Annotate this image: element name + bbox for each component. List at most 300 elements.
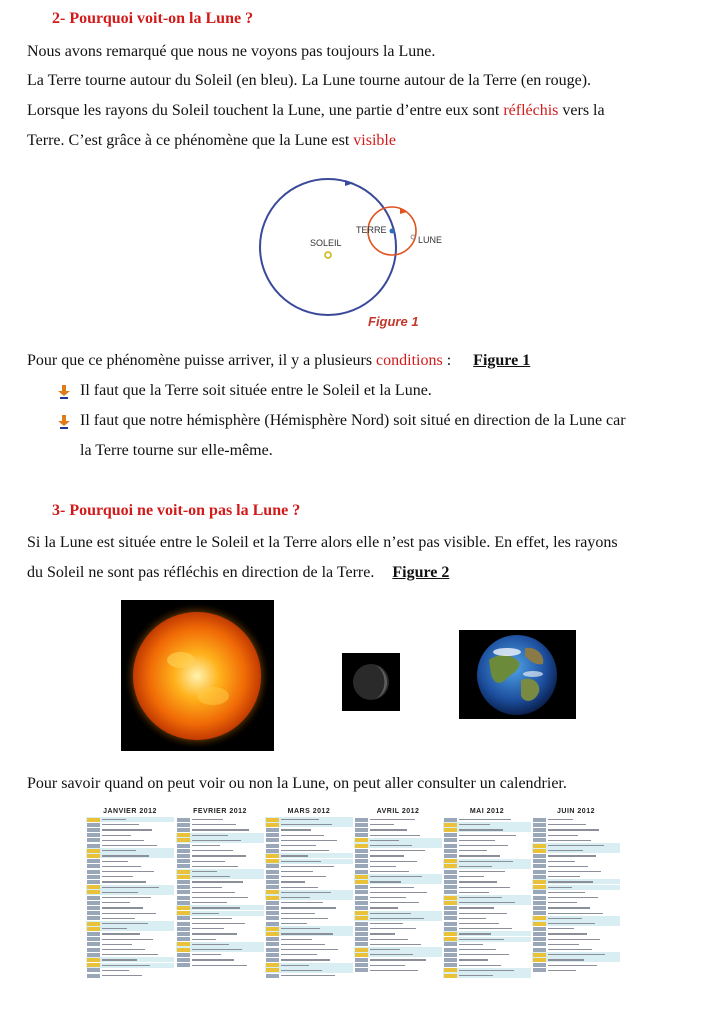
text: vers la — [558, 102, 605, 119]
calendar-day-number — [444, 942, 457, 946]
highlight-conditions: conditions — [376, 352, 443, 369]
text: Pour que ce phénomène puisse arriver, il y a plusieurs — [27, 352, 377, 369]
calendar-day-number — [355, 833, 368, 837]
calendar-saint-name — [192, 829, 249, 830]
calendar-day-number — [533, 875, 546, 879]
calendar-day-number — [355, 849, 368, 853]
calendar-day-number — [444, 948, 457, 952]
calendar-saint-name — [459, 866, 492, 867]
calendar-saint-name — [370, 871, 409, 872]
figure-2-reference: Figure 2 — [392, 564, 450, 581]
calendar-day-number — [444, 885, 457, 889]
calendar-saint-name — [459, 850, 487, 851]
calendar-saint-name — [548, 887, 572, 888]
label-soleil: SOLEIL — [310, 238, 342, 248]
calendar-day-number — [533, 854, 546, 858]
calendar-saint-name — [459, 954, 509, 955]
calendar-saint-name — [102, 897, 151, 898]
calendar-saint-name — [548, 819, 573, 820]
calendar-day-number — [266, 953, 279, 957]
calendar-saint-name — [281, 855, 308, 856]
figure-1-caption: Figure 1 — [368, 314, 419, 329]
calendar-day-number — [533, 833, 546, 837]
calendar-day-number — [355, 896, 368, 900]
section-2-heading: 2- Pourquoi voit-on la Lune ? — [52, 10, 254, 27]
calendar-saint-name — [548, 829, 599, 830]
calendar-saint-name — [370, 939, 408, 940]
calendar-saint-name — [192, 892, 235, 893]
calendar-day-number — [355, 958, 368, 962]
calendar-day-number — [444, 844, 457, 848]
calendar-saint-name — [548, 850, 583, 851]
calendar-saint-name — [102, 866, 141, 867]
calendar-saint-name — [281, 949, 338, 950]
calendar-day-number — [87, 833, 100, 837]
calendar-saint-name — [459, 855, 500, 856]
calendar-day-number — [266, 890, 279, 894]
calendar-saint-name — [459, 824, 490, 825]
calendar-day-number — [444, 916, 457, 920]
calendar-saint-name — [192, 933, 237, 934]
calendar-saint-name — [459, 939, 504, 940]
paragraph-line: La Terre tourne autour du Soleil (en bleu). La Lune tourne autour de la Terre (en rouge). — [27, 72, 592, 89]
calendar-column — [265, 808, 353, 984]
new-moon-photo — [342, 653, 400, 711]
calendar-day-number — [87, 968, 100, 972]
calendar-saint-name — [102, 939, 153, 940]
calendar-saint-name — [548, 913, 603, 914]
calendar-month-label: MAI 2012 — [469, 808, 505, 815]
calendar-day-number — [177, 927, 190, 931]
calendar-day-number — [444, 958, 457, 962]
calendar-day-number — [355, 890, 368, 894]
calendar-day-number — [87, 880, 100, 884]
calendar-saint-name — [102, 881, 146, 882]
calendar-month-label: JUIN 2012 — [557, 808, 595, 815]
calendar-saint-name — [281, 835, 324, 836]
calendar-saint-name — [548, 835, 578, 836]
calendar-day-number — [444, 922, 457, 926]
moon-dot — [411, 235, 415, 239]
calendar-day-number — [444, 911, 457, 915]
calendar-saint-name — [281, 913, 315, 914]
calendar-saint-name — [459, 861, 513, 862]
calendar-saint-name — [192, 944, 229, 945]
calendar-saint-name — [548, 959, 584, 960]
calendar-day-number — [355, 911, 368, 915]
calendar-day-row — [86, 973, 174, 978]
calendar-saint-name — [281, 944, 325, 945]
calendar-saint-name — [548, 845, 604, 846]
calendar-day-number — [444, 927, 457, 931]
calendar-saint-name — [370, 954, 413, 955]
calendar-day-number — [87, 953, 100, 957]
calendar-day-number — [355, 906, 368, 910]
calendar-day-number — [177, 880, 190, 884]
calendar-day-number — [355, 854, 368, 858]
calendar-day-number — [444, 953, 457, 957]
calendar-saint-name — [281, 975, 335, 976]
calendar-saint-name — [459, 835, 516, 836]
calendar-day-number — [266, 901, 279, 905]
calendar-day-number — [444, 864, 457, 868]
calendar-day-number — [87, 937, 100, 941]
calendar-day-number — [444, 849, 457, 853]
calendar-day-number — [266, 849, 279, 853]
calendar-saint-name — [192, 835, 228, 836]
calendar-day-number — [87, 859, 100, 863]
calendar-saint-name — [370, 840, 399, 841]
calendar-saint-name — [102, 845, 157, 846]
paragraph-line — [27, 564, 449, 582]
calendar-day-number — [177, 818, 190, 822]
calendar-month-label: MARS 2012 — [287, 808, 331, 815]
calendar-saint-name — [370, 829, 407, 830]
calendar-saint-name — [370, 928, 416, 929]
calendar-month-label: JANVIER 2012 — [103, 808, 157, 815]
calendar-day-number — [444, 906, 457, 910]
calendar-day-number — [87, 854, 100, 858]
calendar-saint-name — [370, 850, 425, 851]
calendar-saint-name — [370, 819, 415, 820]
calendar-day-number — [87, 942, 100, 946]
calendar-saint-name — [370, 970, 418, 971]
calendar-saint-name — [370, 881, 401, 882]
calendar-day-number — [533, 916, 546, 920]
text: Terre. C’est grâce à ce phénomène que la Lune est — [27, 132, 354, 149]
calendar-day-number — [266, 906, 279, 910]
calendar-day-number — [177, 963, 190, 967]
calendar-day-number — [177, 864, 190, 868]
calendar-day-number — [444, 875, 457, 879]
calendar-saint-name — [102, 861, 128, 862]
calendar-saint-name — [102, 965, 150, 966]
calendar-day-number — [266, 974, 279, 978]
calendar-day-number — [355, 864, 368, 868]
calendar-saint-name — [548, 949, 592, 950]
calendar-saint-name — [370, 835, 420, 836]
calendar-saint-name — [459, 933, 491, 934]
calendar-saint-name — [192, 840, 241, 841]
calendar-day-number — [177, 833, 190, 837]
bullet-arrow-icon — [58, 385, 70, 399]
calendar-day-number — [266, 875, 279, 879]
calendar-day-number — [533, 968, 546, 972]
calendar-day-number — [177, 849, 190, 853]
calendar-day-number — [533, 896, 546, 900]
calendar-saint-name — [192, 824, 236, 825]
calendar-column — [176, 808, 264, 984]
paragraph-line — [27, 102, 605, 120]
calendar-saint-name — [102, 819, 126, 820]
calendar-day-number — [87, 974, 100, 978]
calendar-day-number — [87, 906, 100, 910]
calendar-day-row — [354, 968, 442, 973]
calendar-saint-name — [370, 824, 394, 825]
calendar-saint-name — [370, 918, 424, 919]
calendar-saint-name — [370, 959, 426, 960]
bullet-arrow-icon — [58, 415, 70, 429]
calendar-day-number — [266, 896, 279, 900]
calendar-saint-name — [459, 819, 511, 820]
calendar-day-number — [355, 870, 368, 874]
calendar-saint-name — [192, 954, 221, 955]
calendar-saint-name — [548, 824, 586, 825]
calendar-day-number — [533, 963, 546, 967]
calendar-saint-name — [102, 933, 140, 934]
calendar-day-number — [266, 870, 279, 874]
calendar-saint-name — [281, 876, 326, 877]
calendar-saint-name — [459, 829, 503, 830]
calendar-saint-name — [370, 855, 404, 856]
calendar-day-number — [266, 968, 279, 972]
calendar-saint-name — [281, 923, 307, 924]
calendar-day-number — [266, 927, 279, 931]
calendar-day-number — [444, 854, 457, 858]
calendar-day-number — [444, 901, 457, 905]
calendar-day-number — [87, 828, 100, 832]
calendar-day-number — [533, 823, 546, 827]
calendar-day-number — [177, 859, 190, 863]
earth-photo — [459, 630, 576, 719]
calendar-day-number — [533, 859, 546, 863]
calendar-day-number — [533, 906, 546, 910]
calendar-day-number — [533, 844, 546, 848]
calendar-day-number — [444, 974, 457, 978]
calendar-day-number — [444, 828, 457, 832]
calendar-saint-name — [281, 840, 337, 841]
calendar-saint-name — [102, 840, 144, 841]
calendar-day-number — [87, 870, 100, 874]
calendar-day-number — [266, 911, 279, 915]
calendar-day-number — [87, 948, 100, 952]
calendar-saint-name — [192, 949, 242, 950]
calendar-day-number — [355, 844, 368, 848]
calendar-saint-name — [370, 866, 396, 867]
calendar-saint-name — [548, 881, 593, 882]
calendar-saint-name — [102, 835, 131, 836]
calendar-saint-name — [459, 902, 515, 903]
calendar-day-number — [266, 916, 279, 920]
calendar-saint-name — [459, 887, 510, 888]
calendar-day-number — [87, 922, 100, 926]
calendar-saint-name — [548, 954, 605, 955]
section-3-heading: 3- Pourquoi ne voit-on pas la Lune ? — [52, 502, 301, 519]
calendar-day-number — [266, 864, 279, 868]
calendar-day-number — [355, 875, 368, 879]
text: : — [442, 352, 452, 369]
calendar-saint-name — [370, 902, 419, 903]
paragraph-line — [27, 352, 530, 370]
calendar-saint-name — [192, 876, 230, 877]
calendar-day-number — [444, 890, 457, 894]
calendar-saint-name — [192, 965, 247, 966]
calendar-saint-name — [459, 897, 502, 898]
calendar-day-number — [444, 818, 457, 822]
calendar-saint-name — [102, 949, 145, 950]
calendar-day-number — [177, 948, 190, 952]
calendar-day-row — [265, 973, 353, 978]
figure-1-orbit-diagram — [250, 171, 450, 331]
calendar-saint-name — [459, 913, 507, 914]
calendar-day-number — [355, 838, 368, 842]
calendar-day-number — [355, 828, 368, 832]
calendar-saint-name — [102, 824, 139, 825]
calendar-saint-name — [370, 949, 400, 950]
calendar-day-number — [533, 818, 546, 822]
earth-orbit-arrow — [345, 180, 354, 186]
calendar-saint-name — [281, 871, 313, 872]
calendar-day-number — [444, 870, 457, 874]
calendar-day-number — [355, 922, 368, 926]
calendar-saint-name — [102, 954, 158, 955]
calendar-day-number — [355, 963, 368, 967]
calendar-day-number — [444, 838, 457, 842]
calendar-day-number — [444, 896, 457, 900]
calendar-day-number — [444, 833, 457, 837]
calendar-saint-name — [192, 907, 240, 908]
calendar-day-row — [443, 973, 531, 978]
calendar-day-number — [533, 828, 546, 832]
calendar-saint-name — [192, 897, 248, 898]
calendar-saint-name — [192, 939, 216, 940]
calendar-saint-name — [459, 845, 508, 846]
calendar-saint-name — [548, 855, 596, 856]
calendar-day-number — [355, 859, 368, 863]
calendar-day-number — [266, 823, 279, 827]
calendar-day-number — [355, 942, 368, 946]
calendar-day-number — [355, 953, 368, 957]
calendar-saint-name — [370, 965, 405, 966]
calendar-day-number — [533, 870, 546, 874]
calendar-saint-name — [102, 907, 143, 908]
calendar-saint-name — [102, 928, 127, 929]
bullet-item-continuation: la Terre tourne sur elle-même. — [80, 442, 273, 459]
calendar-saint-name — [281, 892, 331, 893]
calendar-day-number — [177, 937, 190, 941]
calendar-saint-name — [102, 944, 132, 945]
calendar-saint-name — [548, 918, 582, 919]
calendar-day-number — [533, 885, 546, 889]
calendar-saint-name — [281, 861, 321, 862]
calendar-day-number — [87, 864, 100, 868]
calendar-saint-name — [281, 829, 311, 830]
calendar-day-number — [177, 854, 190, 858]
calendar-saint-name — [459, 918, 486, 919]
calendar-saint-name — [370, 944, 421, 945]
calendar-saint-name — [102, 887, 159, 888]
calendar-saint-name — [370, 845, 412, 846]
calendar-day-number — [177, 890, 190, 894]
calendar-saint-name — [548, 871, 601, 872]
calendar-day-number — [266, 833, 279, 837]
calendar-saint-name — [102, 850, 136, 851]
calendar-day-number — [87, 927, 100, 931]
calendar-day-number — [177, 932, 190, 936]
calendar-saint-name — [102, 918, 135, 919]
calendar-day-number — [533, 953, 546, 957]
calendar-day-number — [266, 844, 279, 848]
calendar-day-number — [87, 818, 100, 822]
calendar-day-number — [87, 911, 100, 915]
calendar-saint-name — [281, 907, 336, 908]
calendar-day-number — [533, 937, 546, 941]
calendar-saint-name — [281, 866, 334, 867]
calendar-day-number — [533, 922, 546, 926]
calendar-saint-name — [548, 866, 588, 867]
calendar-day-number — [355, 823, 368, 827]
calendar-saint-name — [192, 902, 227, 903]
calendar-saint-name — [459, 949, 496, 950]
calendar-day-number — [177, 885, 190, 889]
calendar-day-number — [266, 942, 279, 946]
calendar-day-number — [87, 916, 100, 920]
calendar-day-number — [266, 818, 279, 822]
calendar-day-number — [177, 875, 190, 879]
calendar-month-label: AVRIL 2012 — [376, 808, 420, 815]
calendar-day-number — [177, 896, 190, 900]
calendar-day-number — [355, 916, 368, 920]
bullet-item: Il faut que la Terre soit située entre le Soleil et la Lune. — [80, 382, 432, 399]
calendar-column — [532, 808, 620, 984]
calendar-saint-name — [370, 892, 427, 893]
calendar-day-number — [533, 838, 546, 842]
calendar-saint-name — [548, 928, 574, 929]
calendar-day-number — [355, 818, 368, 822]
calendar-saint-name — [192, 928, 224, 929]
calendar-2012-image — [84, 808, 622, 992]
calendar-saint-name — [281, 824, 332, 825]
calendar-day-number — [355, 927, 368, 931]
calendar-saint-name — [281, 887, 318, 888]
calendar-saint-name — [281, 954, 317, 955]
calendar-day-number — [533, 927, 546, 931]
calendar-day-number — [177, 844, 190, 848]
calendar-day-number — [266, 932, 279, 936]
calendar-saint-name — [192, 871, 217, 872]
calendar-day-number — [355, 932, 368, 936]
calendar-day-row — [176, 963, 264, 968]
calendar-day-number — [87, 838, 100, 842]
text: Lorsque les rayons du Soleil touchent la Lune, une partie d’entre eux sont — [27, 102, 504, 119]
calendar-day-number — [177, 922, 190, 926]
calendar-saint-name — [102, 855, 149, 856]
calendar-saint-name — [459, 840, 495, 841]
label-terre: TERRE — [356, 225, 387, 235]
sun-photo — [121, 600, 274, 751]
calendar-saint-name — [281, 918, 328, 919]
calendar-day-number — [177, 870, 190, 874]
calendar-saint-name — [548, 970, 576, 971]
calendar-saint-name — [281, 965, 309, 966]
calendar-day-number — [444, 937, 457, 941]
calendar-saint-name — [548, 897, 598, 898]
highlight-visible: visible — [353, 132, 396, 149]
paragraph-line: Nous avons remarqué que nous ne voyons pas toujours la Lune. — [27, 43, 436, 60]
calendar-month-label: FEVRIER 2012 — [193, 808, 247, 815]
calendar-day-number — [87, 844, 100, 848]
calendar-saint-name — [459, 975, 493, 976]
calendar-day-number — [266, 828, 279, 832]
calendar-saint-name — [192, 881, 243, 882]
calendar-day-number — [533, 880, 546, 884]
calendar-saint-name — [548, 933, 587, 934]
calendar-saint-name — [459, 907, 494, 908]
calendar-saint-name — [281, 939, 312, 940]
calendar-day-number — [266, 859, 279, 863]
calendar-saint-name — [281, 897, 310, 898]
calendar-saint-name — [281, 970, 322, 971]
